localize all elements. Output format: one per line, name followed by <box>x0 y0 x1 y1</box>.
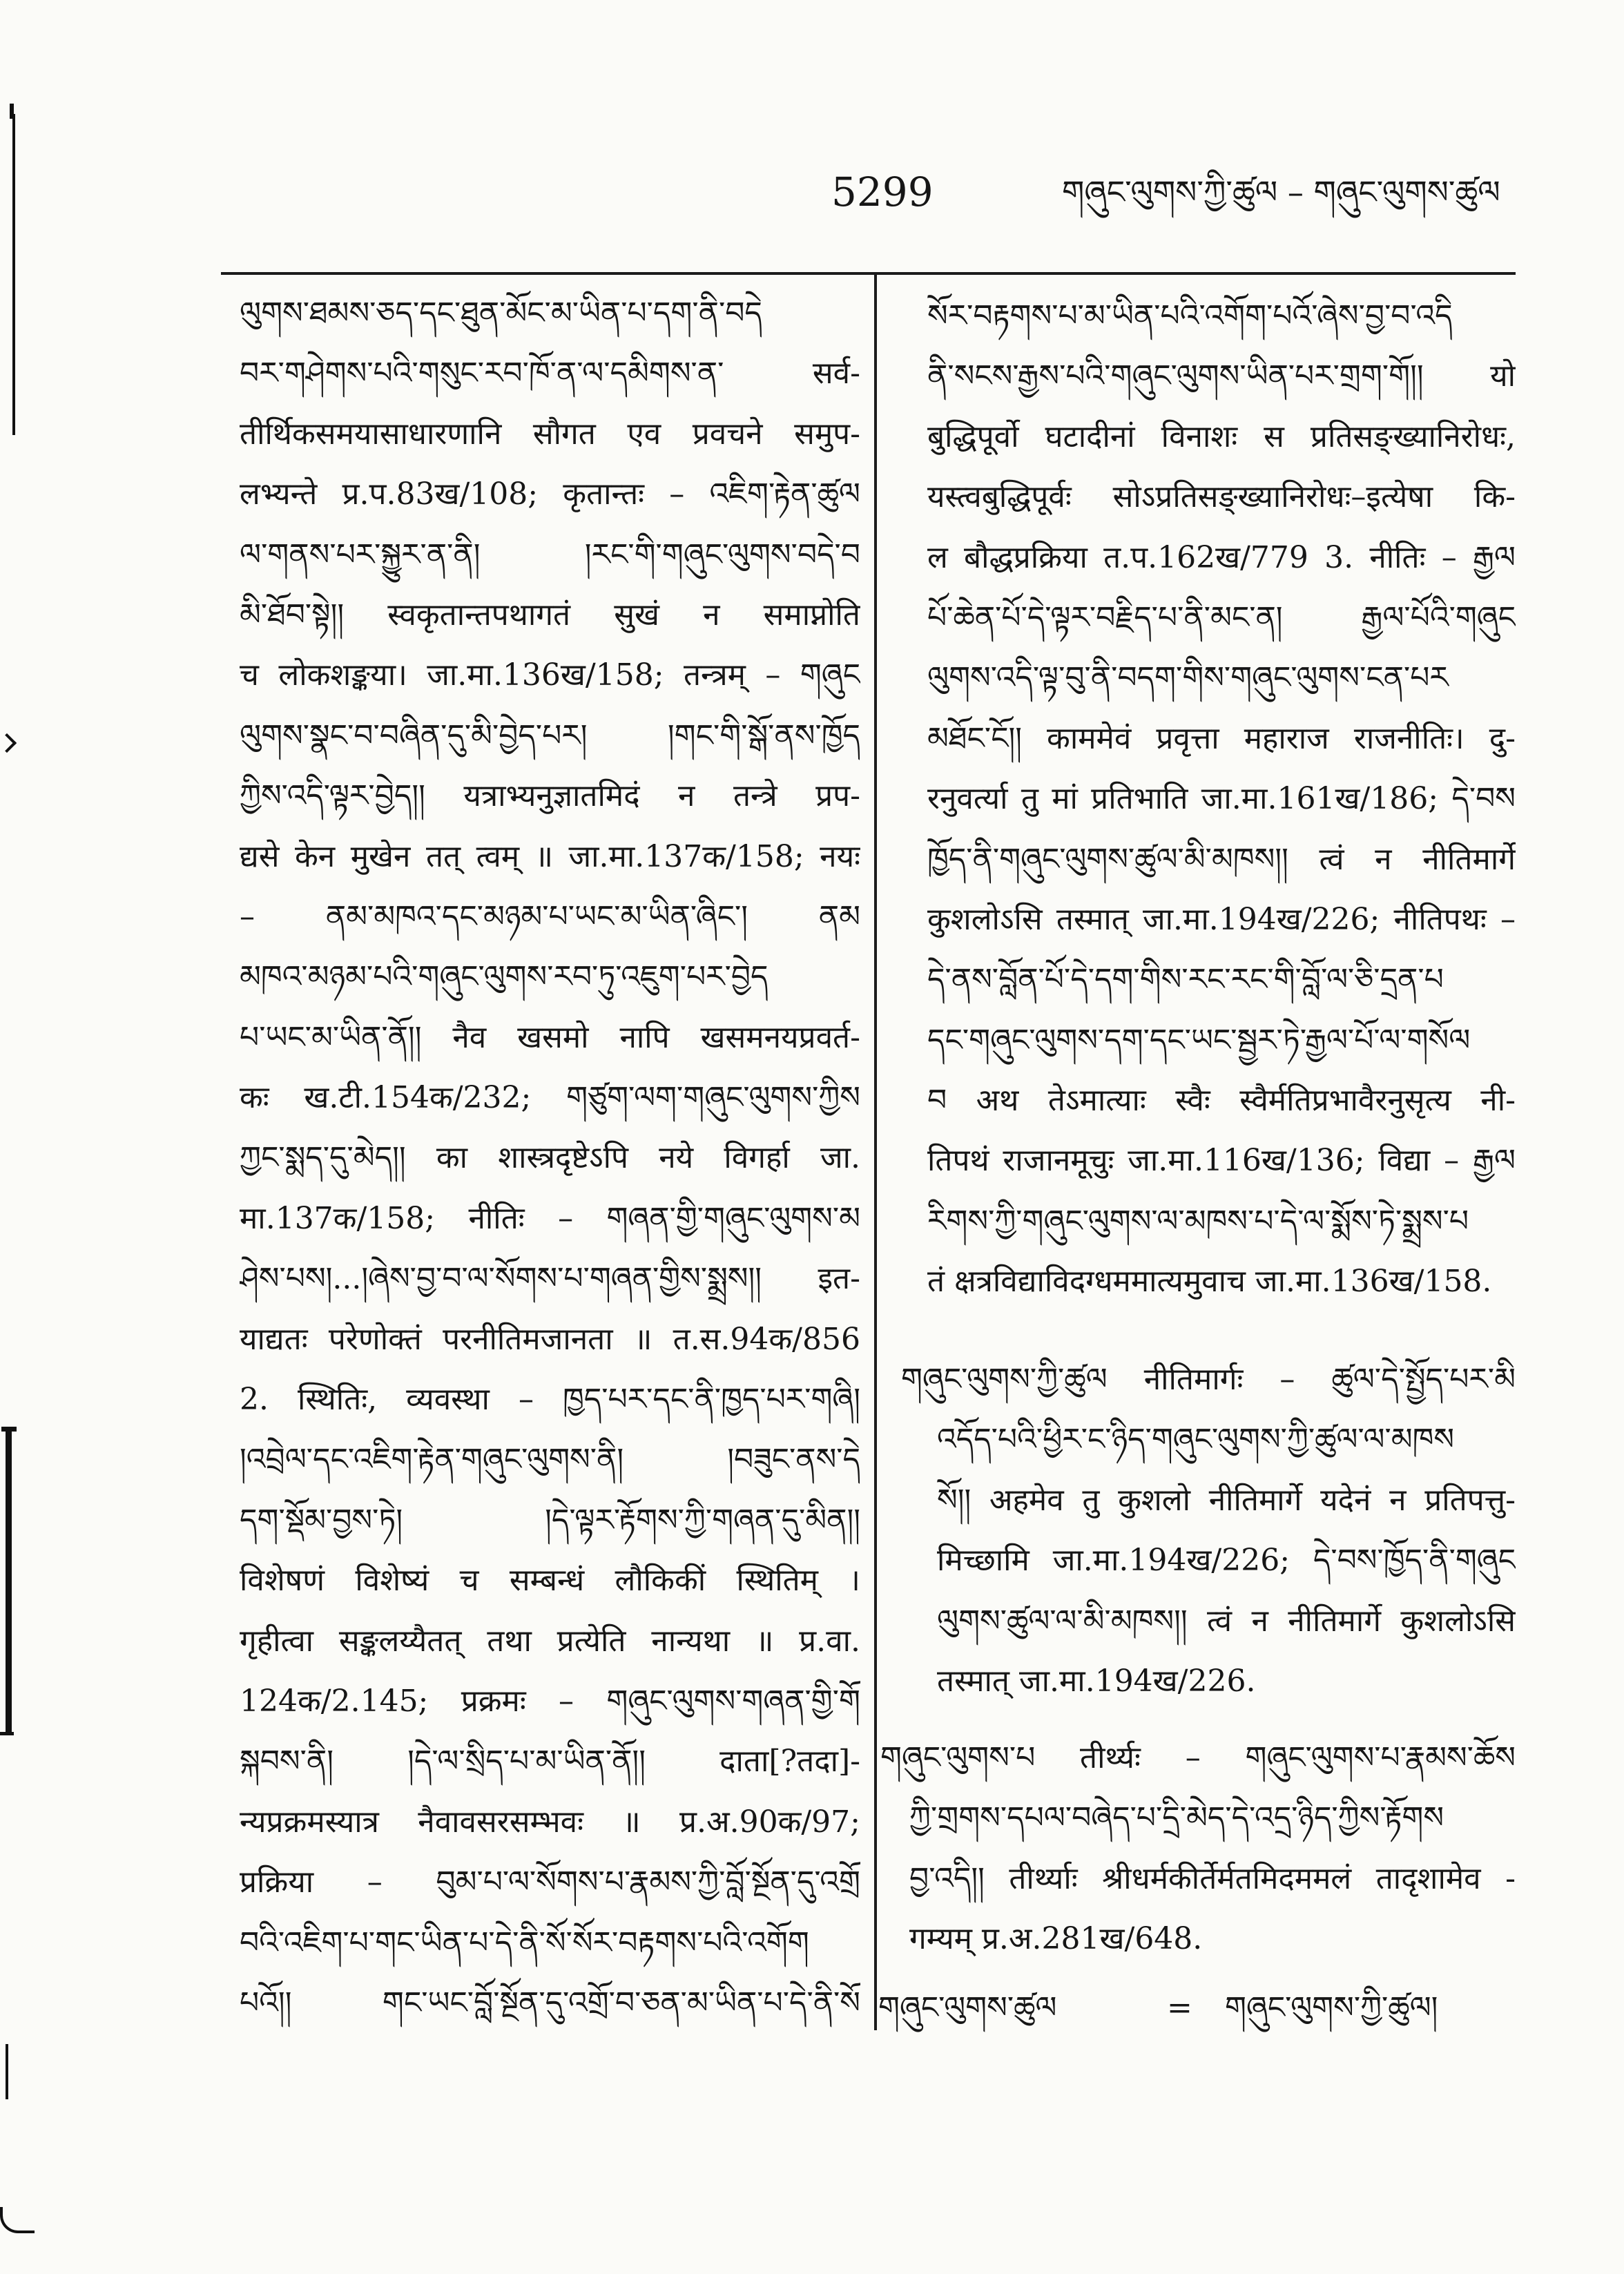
text-line: विशेषणं विशेष्यं च सम्बन्धं लौकिकीं स्थितिम् । <box>240 1563 860 1599</box>
text-line: बुद्धिपूर्वो घटादीनां विनाशः स प्रतिसङ्ख्यानिरोधः, <box>927 418 1516 454</box>
text-line: तीर्थिकसमयासाधारणानि सौगत एव प्रवचने समुप- <box>240 416 860 452</box>
text-line: न्यप्रक्रमस्यात्र नैवावसरसम्भवः ॥ प्र.अ.90क/97; <box>240 1804 860 1840</box>
text-line: ལ་གནས་པར་སྐྱུར་ན་ནི། །རང་གི་གཞུང་ལུགས་བདེ་བ <box>240 537 860 572</box>
text-line: मिच्छामि जा.मा.194ख/226; དེ་བས་ཁྱོད་ནི་གཞུང <box>937 1543 1516 1579</box>
text-line: याद्यतः परेणोक्तं परनीतिमजानता ॥ त.स.94क/856 <box>240 1321 860 1357</box>
dictionary-entry <box>878 1978 1516 2039</box>
text-line: མཁའ་མཉམ་པའི་གཞུང་ལུགས་རབ་ཏུ་འཇུག་པར་བྱེད <box>240 959 768 995</box>
header-rule <box>221 272 1516 275</box>
cross-reference: གཞུང་ལུགས་ཀྱི་ཚུལ། <box>1225 1990 1438 2025</box>
text-line: तं क्षत्रविद्याविदग्धममात्यमुवाच जा.मा.136ख/158. <box>927 1264 1492 1300</box>
scan-artifact <box>0 733 17 753</box>
text-line: प्रक्रिया – བུམ་པ་ལ་སོགས་པ་རྣམས་ཀྱི་བློ་སྔོན་དུ་འགྲོ <box>240 1865 860 1900</box>
text-line: कः ख.टी.154क/232; གཙུག་ལག་གཞུང་ལུགས་ཀྱིས <box>240 1080 860 1116</box>
text-line: མཐོང་ངོ།། काममेवं प्रवृत्ता महाराज राजनीतिः। दु- <box>927 720 1516 756</box>
scan-artifact <box>6 2044 8 2099</box>
text-line: །འབྲེལ་དང་འཇིག་རྟེན་གཞུང་ལུགས་ནི། །བཟུང་ནས་དེ <box>240 1442 860 1478</box>
scan-artifact <box>0 1732 14 1735</box>
text-line: འདོད་པའི་ཕྱིར་ང་ཉིད་གཞུང་ལུགས་ཀྱི་ཚུལ་ལ་མཁས <box>937 1422 1455 1458</box>
text-line: ल बौद्धप्रक्रिया त.प.162ख/779 3. नीतिः – རྒྱལ <box>927 539 1516 575</box>
text-line: तस्मात् जा.मा.194ख/226. <box>937 1663 1256 1699</box>
text-line: 2. स्थितिः, व्यवस्था – ཁྱད་པར་དང་ནི་ཁྱད་པར་གཞི། <box>240 1382 860 1418</box>
text-line: མི་ཐོབ་སྟེ།། स्वकृतान्तपथागतं सुखं न समाप्नोति <box>240 597 860 633</box>
text-line: དང་གཞུང་ལུགས་དག་དང་ཡང་སྦྱར་ཏེ་རྒྱལ་པོ་ལ་གསོལ <box>927 1022 1471 1058</box>
text-line: ལུགས་སྣང་བ་བཞིན་དུ་མི་བྱེད་པར། །གང་གི་སྒོ་ནས་ཁྱོད <box>240 717 860 753</box>
text-line: སོར་བརྟགས་པ་མ་ཡིན་པའི་འགོག་པའོ་ཞེས་བྱ་བ་འདི <box>927 298 1453 334</box>
text-line: དག་སྡོམ་བྱས་ཏེ། །དེ་ལྟར་རྟོགས་ཀྱི་གཞན་དུ་མིན།། <box>240 1502 860 1538</box>
column-divider <box>874 272 877 2030</box>
text-line: ཤེས་པས།...།ཞེས་བྱ་བ་ལ་སོགས་པ་གཞན་གྱིས་སྨྲས།། इत- <box>240 1261 860 1297</box>
text-line: लभ्यन्ते प्र.प.83ख/108; कृतान्तः – འཇིག་རྟེན་ཚུལ <box>240 476 860 512</box>
text-line: ལུགས་ཐམས་ཅད་དང་ཐུན་མོང་མ་ཡིན་པ་དག་ནི་བདེ <box>240 296 762 331</box>
text-line: यस्त्वबुद्धिपूर्वः सोऽप्रतिसङ्ख्यानिरोधः–इत्येषा कि- <box>927 479 1516 515</box>
text-line: ནི་སངས་རྒྱས་པའི་གཞུང་ལུགས་ཡིན་པར་གྲག་གོ།། यो <box>927 358 1516 394</box>
text-line: ལུགས་ཚུལ་ལ་མི་མཁས།། त्वं न नीतिमार्गे कुशलोऽसि <box>937 1603 1516 1639</box>
text-line: བའི་འཇིག་པ་གང་ཡིན་པ་དེ་ནི་སོ་སོར་བརྟགས་པའི་འགོག <box>240 1925 809 1960</box>
text-line: रनुवर्त्या तु मां प्रतिभाति जा.मा.161ख/186; དེ་བས <box>927 781 1516 817</box>
text-line: ཀྱིས་འདི་ལྟར་བྱེད།། यत्राभ्यनुज्ञातमिदं न तन्त्रे प्रप- <box>240 778 860 814</box>
text-line: པ་ཡང་མ་ཡིན་ནོ།། नैव खसमो नापि खसमनयप्रवर्त- <box>240 1019 860 1055</box>
text-line: तिपथं राजानमूचुः जा.मा.116ख/136; विद्या – རྒྱལ <box>927 1143 1516 1179</box>
text-line: 124क/2.145; प्रक्रमः – གཞུང་ལུགས་གཞན་གྱི་གོ <box>240 1683 860 1719</box>
scan-artifact <box>12 114 15 435</box>
text-line: རིགས་ཀྱི་གཞུང་ལུགས་ལ་མཁས་པ་དེ་ལ་སྨོས་ཏེ་སྨྲས་པ <box>927 1203 1469 1239</box>
running-head: གཞུང་ལུགས་ཀྱི་ཚུལ – གཞུང་ལུགས་ཚུལ <box>1062 173 1500 211</box>
text-line: – ནམ་མཁའ་དང་མཉམ་པ་ཡང་མ་ཡིན་ཞིང་། ནམ <box>240 898 860 934</box>
page-number: 5299 <box>831 168 934 215</box>
scan-artifact <box>0 2207 35 2233</box>
equals-sign: = <box>1167 1990 1192 2025</box>
text-line: ཀྱང་སྨད་དུ་མེད།། का शास्त्रदृष्टेऽपि नये विगर्हा जा. <box>240 1140 860 1176</box>
text-line: ཀྱི་གྲགས་དཔལ་བཞེད་པ་དྲི་མེད་དེ་འདྲ་ཉིད་ཀྱིས་རྟོགས <box>909 1800 1444 1836</box>
text-line: དེ་ནས་བློན་པོ་དེ་དག་གིས་རང་རང་གི་བློ་ལ་ཅི་དྲན་པ <box>927 962 1444 998</box>
entry-headline: གཞུང་ལུགས་ཀྱི་ཚུལ नीतिमार्गः – ཚུལ་དེ་སྤྱོད་པར་མི <box>901 1362 1516 1397</box>
text-line: कुशलोऽसि तस्मात् जा.मा.194ख/226; नीतिपथः – <box>927 901 1516 937</box>
text-line: བྱ་འདི།། तीर्थ्याः श्रीधर्मकीर्तेर्मतमिदममलं तादृशामेव - <box>909 1860 1516 1896</box>
text-line: द्यसे केन मुखेन तत् त्वम् ॥ जा.मा.137क/158; नयः <box>240 838 860 874</box>
text-line: སྐབས་ནི། །དེ་ལ་སྲིད་པ་མ་ཡིན་ནོ།། दाता[?तदा]- <box>240 1744 860 1780</box>
text-line: गम्यम् प्र.अ.281ख/648. <box>909 1921 1203 1957</box>
text-line: ཁྱོད་ནི་གཞུང་ལུགས་ཚུལ་མི་མཁས།། त्वं न नीतिमार्गे <box>927 841 1516 877</box>
text-line: བར་གཤེགས་པའི་གསུང་རབ་ཁོ་ན་ལ་དམིགས་ན་ सर्व- <box>240 356 860 392</box>
text-line: च लोकशङ्कया। जा.मा.136ख/158; तन्त्रम् – གཞུང <box>240 657 860 693</box>
text-line: मा.137क/158; नीतिः – གཞན་གྱི་གཞུང་ལུགས་མ <box>240 1200 860 1236</box>
left-column <box>240 283 860 2033</box>
entry-headword: གཞུང་ལུགས་ཚུལ <box>878 1990 1057 2025</box>
text-line: ལུགས་འདི་ལྟ་བུ་ནི་བདག་གིས་གཞུང་ལུགས་ངན་པར <box>927 660 1449 696</box>
entry-headline: གཞུང་ལུགས་པ तीर्थ्यः – གཞུང་ལུགས་པ་རྣམས་ཆོས <box>880 1740 1516 1775</box>
dictionary-entry <box>927 286 1516 1312</box>
text-line: པའོ།། གང་ཡང་བློ་སྔོན་དུ་འགྲོ་བ་ཅན་མ་ཡིན་པ་དེ་ནི་སོ <box>240 1985 860 2021</box>
scan-artifact <box>6 1431 12 1735</box>
text-line: སོ།། अहमेव तु कुशलो नीतिमार्गे यदेनं न प्रतिपत्तु- <box>937 1482 1516 1518</box>
text-line: བ अथ तेऽमात्याः स्वैः स्वैर्मतिप्रभावैरनुसृत्य नी- <box>927 1083 1516 1119</box>
text-line: गृहीत्वा सङ्कलय्यैतत् तथा प्रत्येति नान्यथा ॥ प्र.वा. <box>240 1623 860 1659</box>
dictionary-entry <box>880 1349 1516 1711</box>
text-line: པོ་ཆེན་པོ་དེ་ལྟར་བརྗིད་པ་ནི་མང་ན། རྒྱལ་པོའི་གཞུང <box>927 599 1516 635</box>
dictionary-entry <box>880 1728 1516 1969</box>
